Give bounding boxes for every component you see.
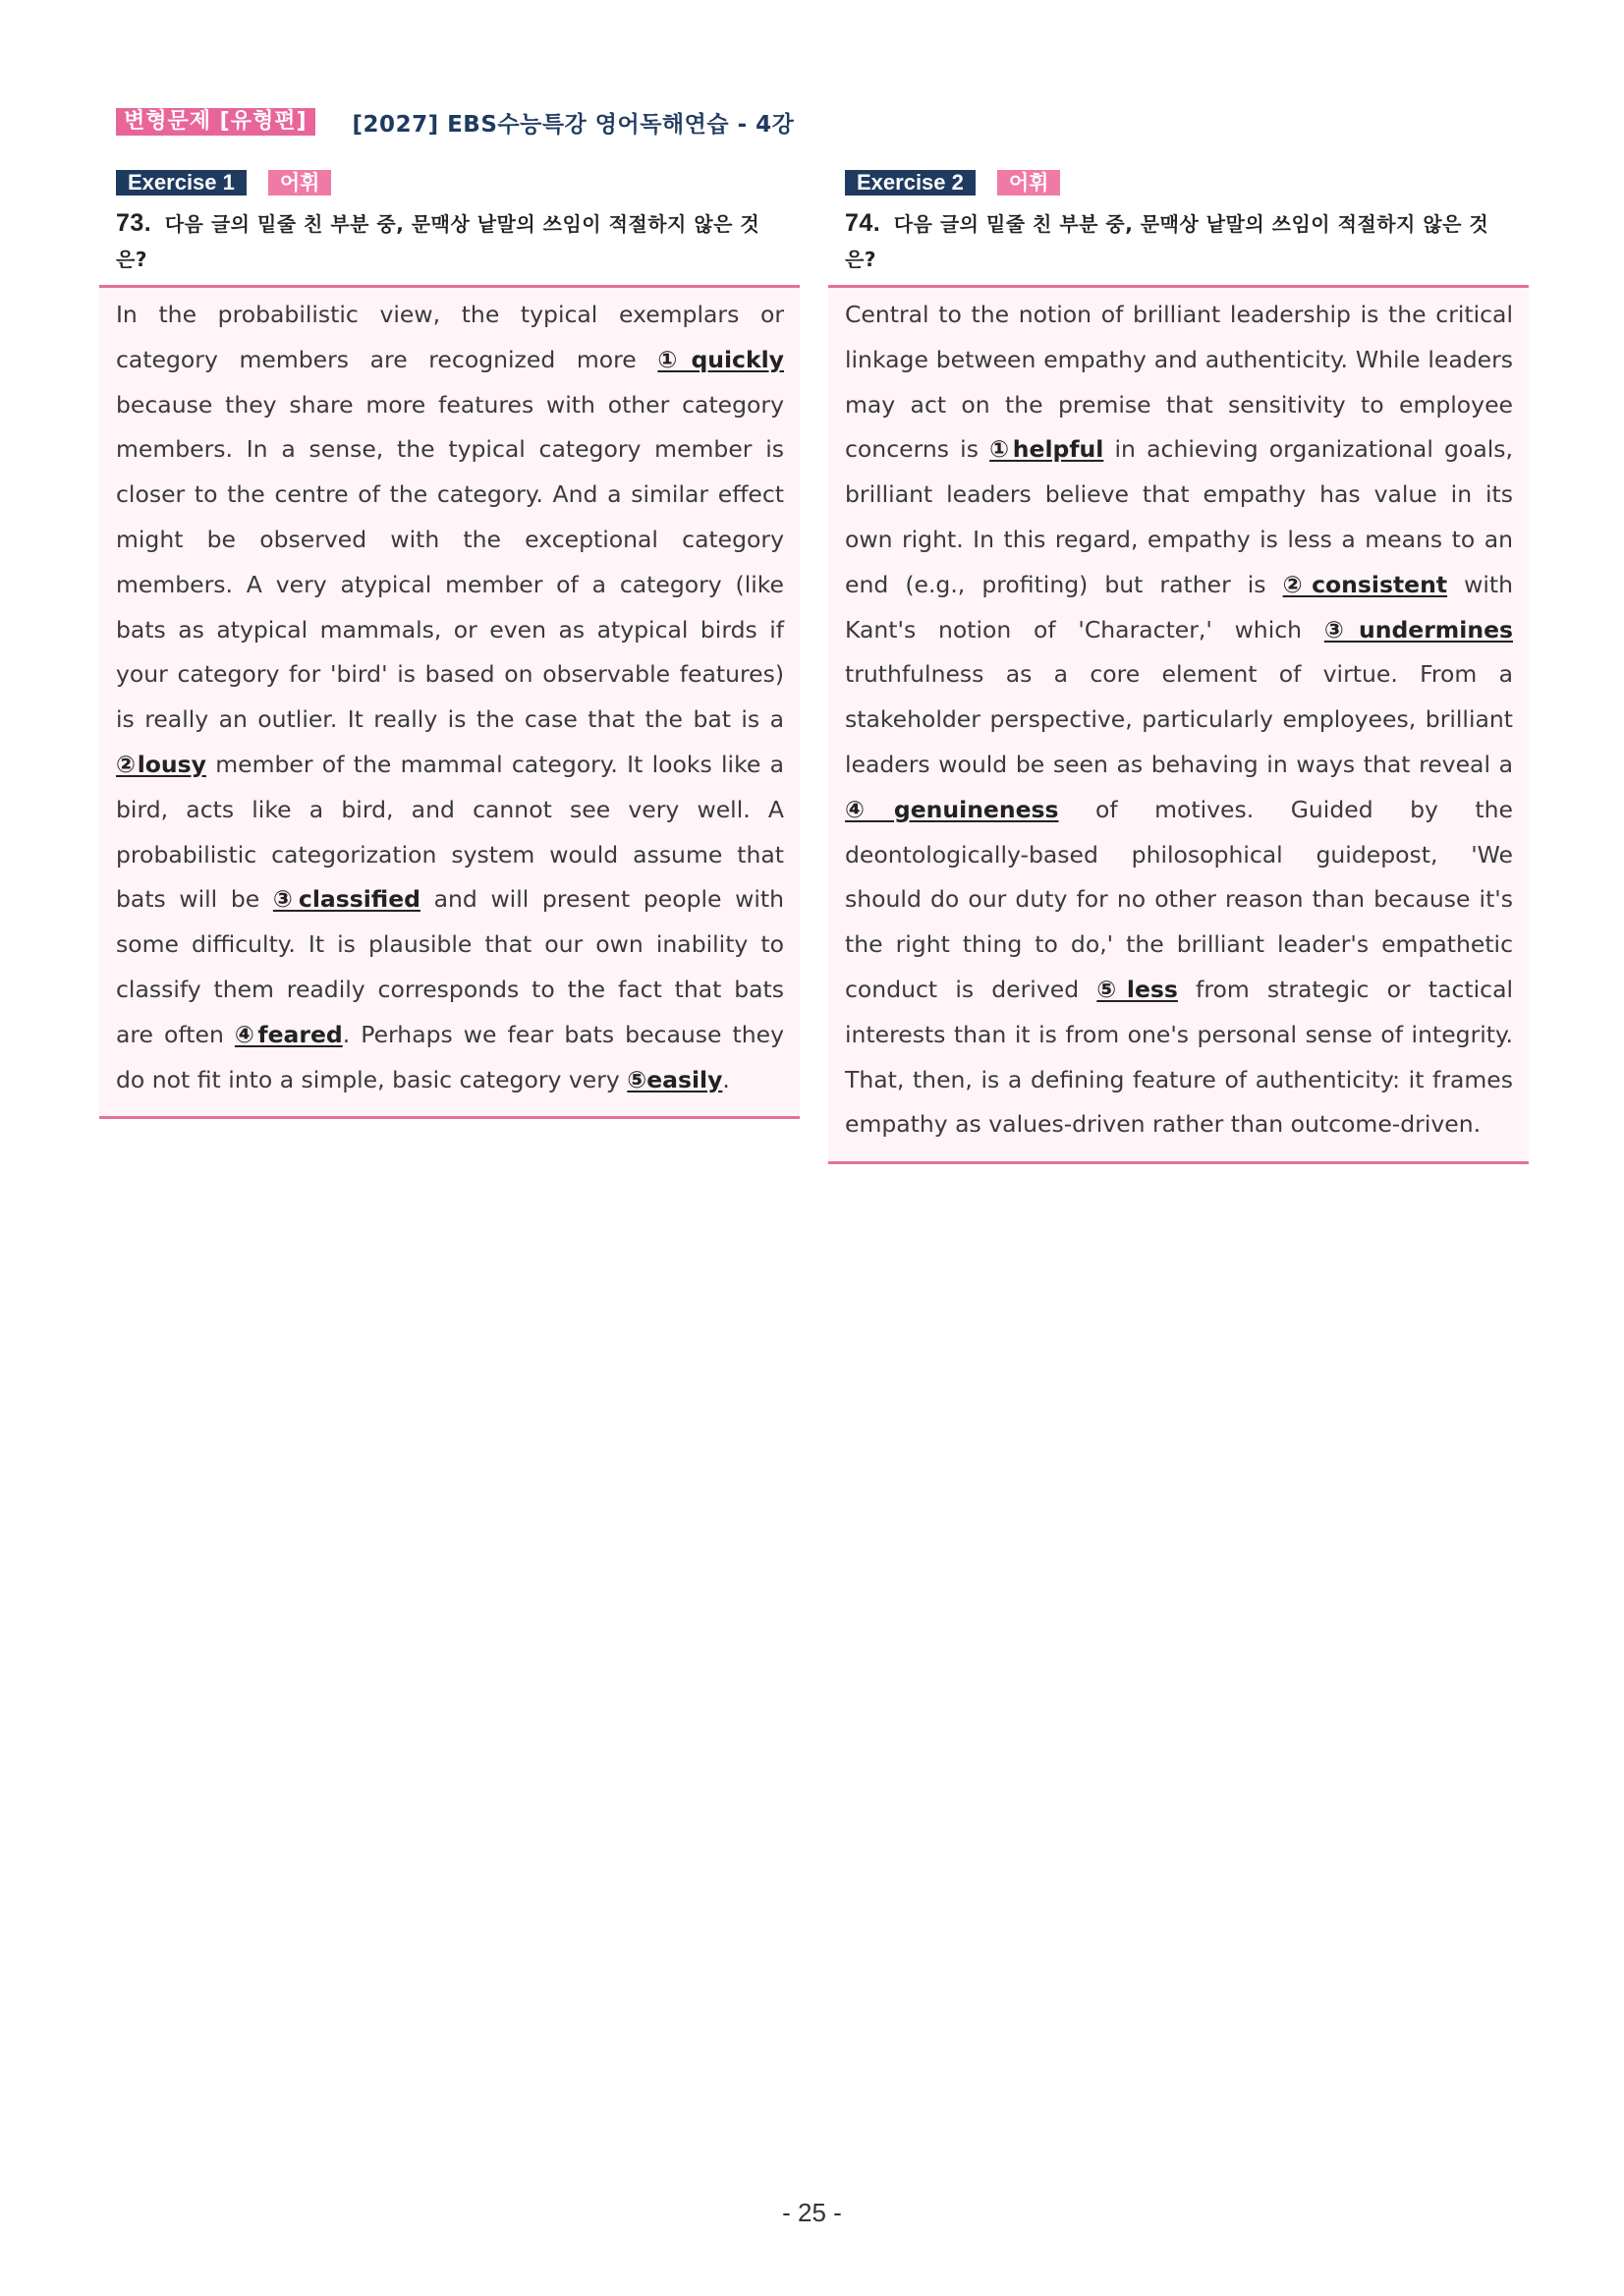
question-type-badge: 어휘 xyxy=(268,170,332,196)
passage-text: In the probabilistic view, the typical exemplars or category members are recognized more ①quickly because they share more features with other category members. In a sense, the typical category member is closer to the centre of the category. And a similar effect might be observed with the exceptional category members. A very atypical member of a category (like bats as atypical mammals, or even as atypical birds if your category for 'bird' is based on observable features) is really an outlier. It really is the case that the bat is a ②lousy member of the mammal category. It looks like a bird, acts like a bird, and cannot see very well. A probabilistic categorization system would assume that bats will be ③classified and will present people with some difficulty. It is plausible that our own inability to classify them readily corresponds to the fact that bats are often ④feared. Perhaps we fear bats because they do not fit into a simple, basic category very ⑤easily. xyxy=(116,301,785,1093)
question-number: 74. xyxy=(845,209,881,237)
document-title: [2027] EBS수능특강 영어독해연습 - 4강 xyxy=(352,111,795,138)
question-text: 다음 글의 밑줄 친 부분 중, 문맥상 낱말의 쓰임이 적절하지 않은 것은? xyxy=(116,212,760,271)
underlined-choice: ⑤less xyxy=(1096,975,1178,1003)
exercise-badge: Exercise 1 xyxy=(116,170,247,196)
question-prompt xyxy=(845,205,1513,277)
underlined-choice: ③classified xyxy=(272,885,420,914)
exercise-badges xyxy=(116,170,800,196)
underlined-choice: ③undermines xyxy=(1323,615,1514,644)
exercise-2 xyxy=(828,170,1529,1164)
underlined-choice: ①helpful xyxy=(989,435,1104,464)
exercise-1 xyxy=(99,170,800,1119)
category-tag: 변형문제 [유형편] xyxy=(116,108,315,136)
underlined-choice: ⑤easily xyxy=(627,1065,723,1093)
underlined-choice: ①quickly xyxy=(657,345,784,373)
page-number: - 25 - xyxy=(782,2198,842,2227)
underlined-choice: ④genuineness xyxy=(845,795,1059,823)
passage-text: Central to the notion of brilliant leadership is the critical linkage between empathy and authenticity. While leaders may act on the premise that sensitivity to employee concerns is ①helpful in achieving organizational goals, brilliant leaders believe that empathy has value in its own right. In this regard, empathy is less a means to an end (e.g., profiting) but rather is ②consistent with Kant's notion of 'Character,' which ③undermines truthfulness as a core element of virtue. From a stakeholder perspective, particularly employees, brilliant leaders would be seen as behaving in ways that reveal a ④genuineness of motives. Guided by the deontologically-based philosophical guidepost, 'We should do our duty for no other reason than because it's the right thing to do,' the brilliant leader's empathetic conduct is derived ⑤less from strategic or tactical interests than it is from one's personal sense of integrity. That, then, is a defining feature of authenticity: it frames empathy as values-driven rather than outcome-driven. xyxy=(845,301,1514,1139)
underlined-choice: ②lousy xyxy=(116,750,206,778)
passage-box xyxy=(99,285,800,1119)
question-type-badge: 어휘 xyxy=(997,170,1061,196)
underlined-choice: ②consistent xyxy=(1282,570,1448,598)
exercise-badge: Exercise 2 xyxy=(845,170,976,196)
passage-box xyxy=(828,285,1529,1164)
question-text: 다음 글의 밑줄 친 부분 중, 문맥상 낱말의 쓰임이 적절하지 않은 것은? xyxy=(845,212,1489,271)
exercise-badges xyxy=(845,170,1529,196)
page-header xyxy=(116,106,794,138)
question-prompt xyxy=(116,205,784,277)
underlined-choice: ④feared xyxy=(234,1020,343,1048)
question-number: 73. xyxy=(116,209,152,237)
